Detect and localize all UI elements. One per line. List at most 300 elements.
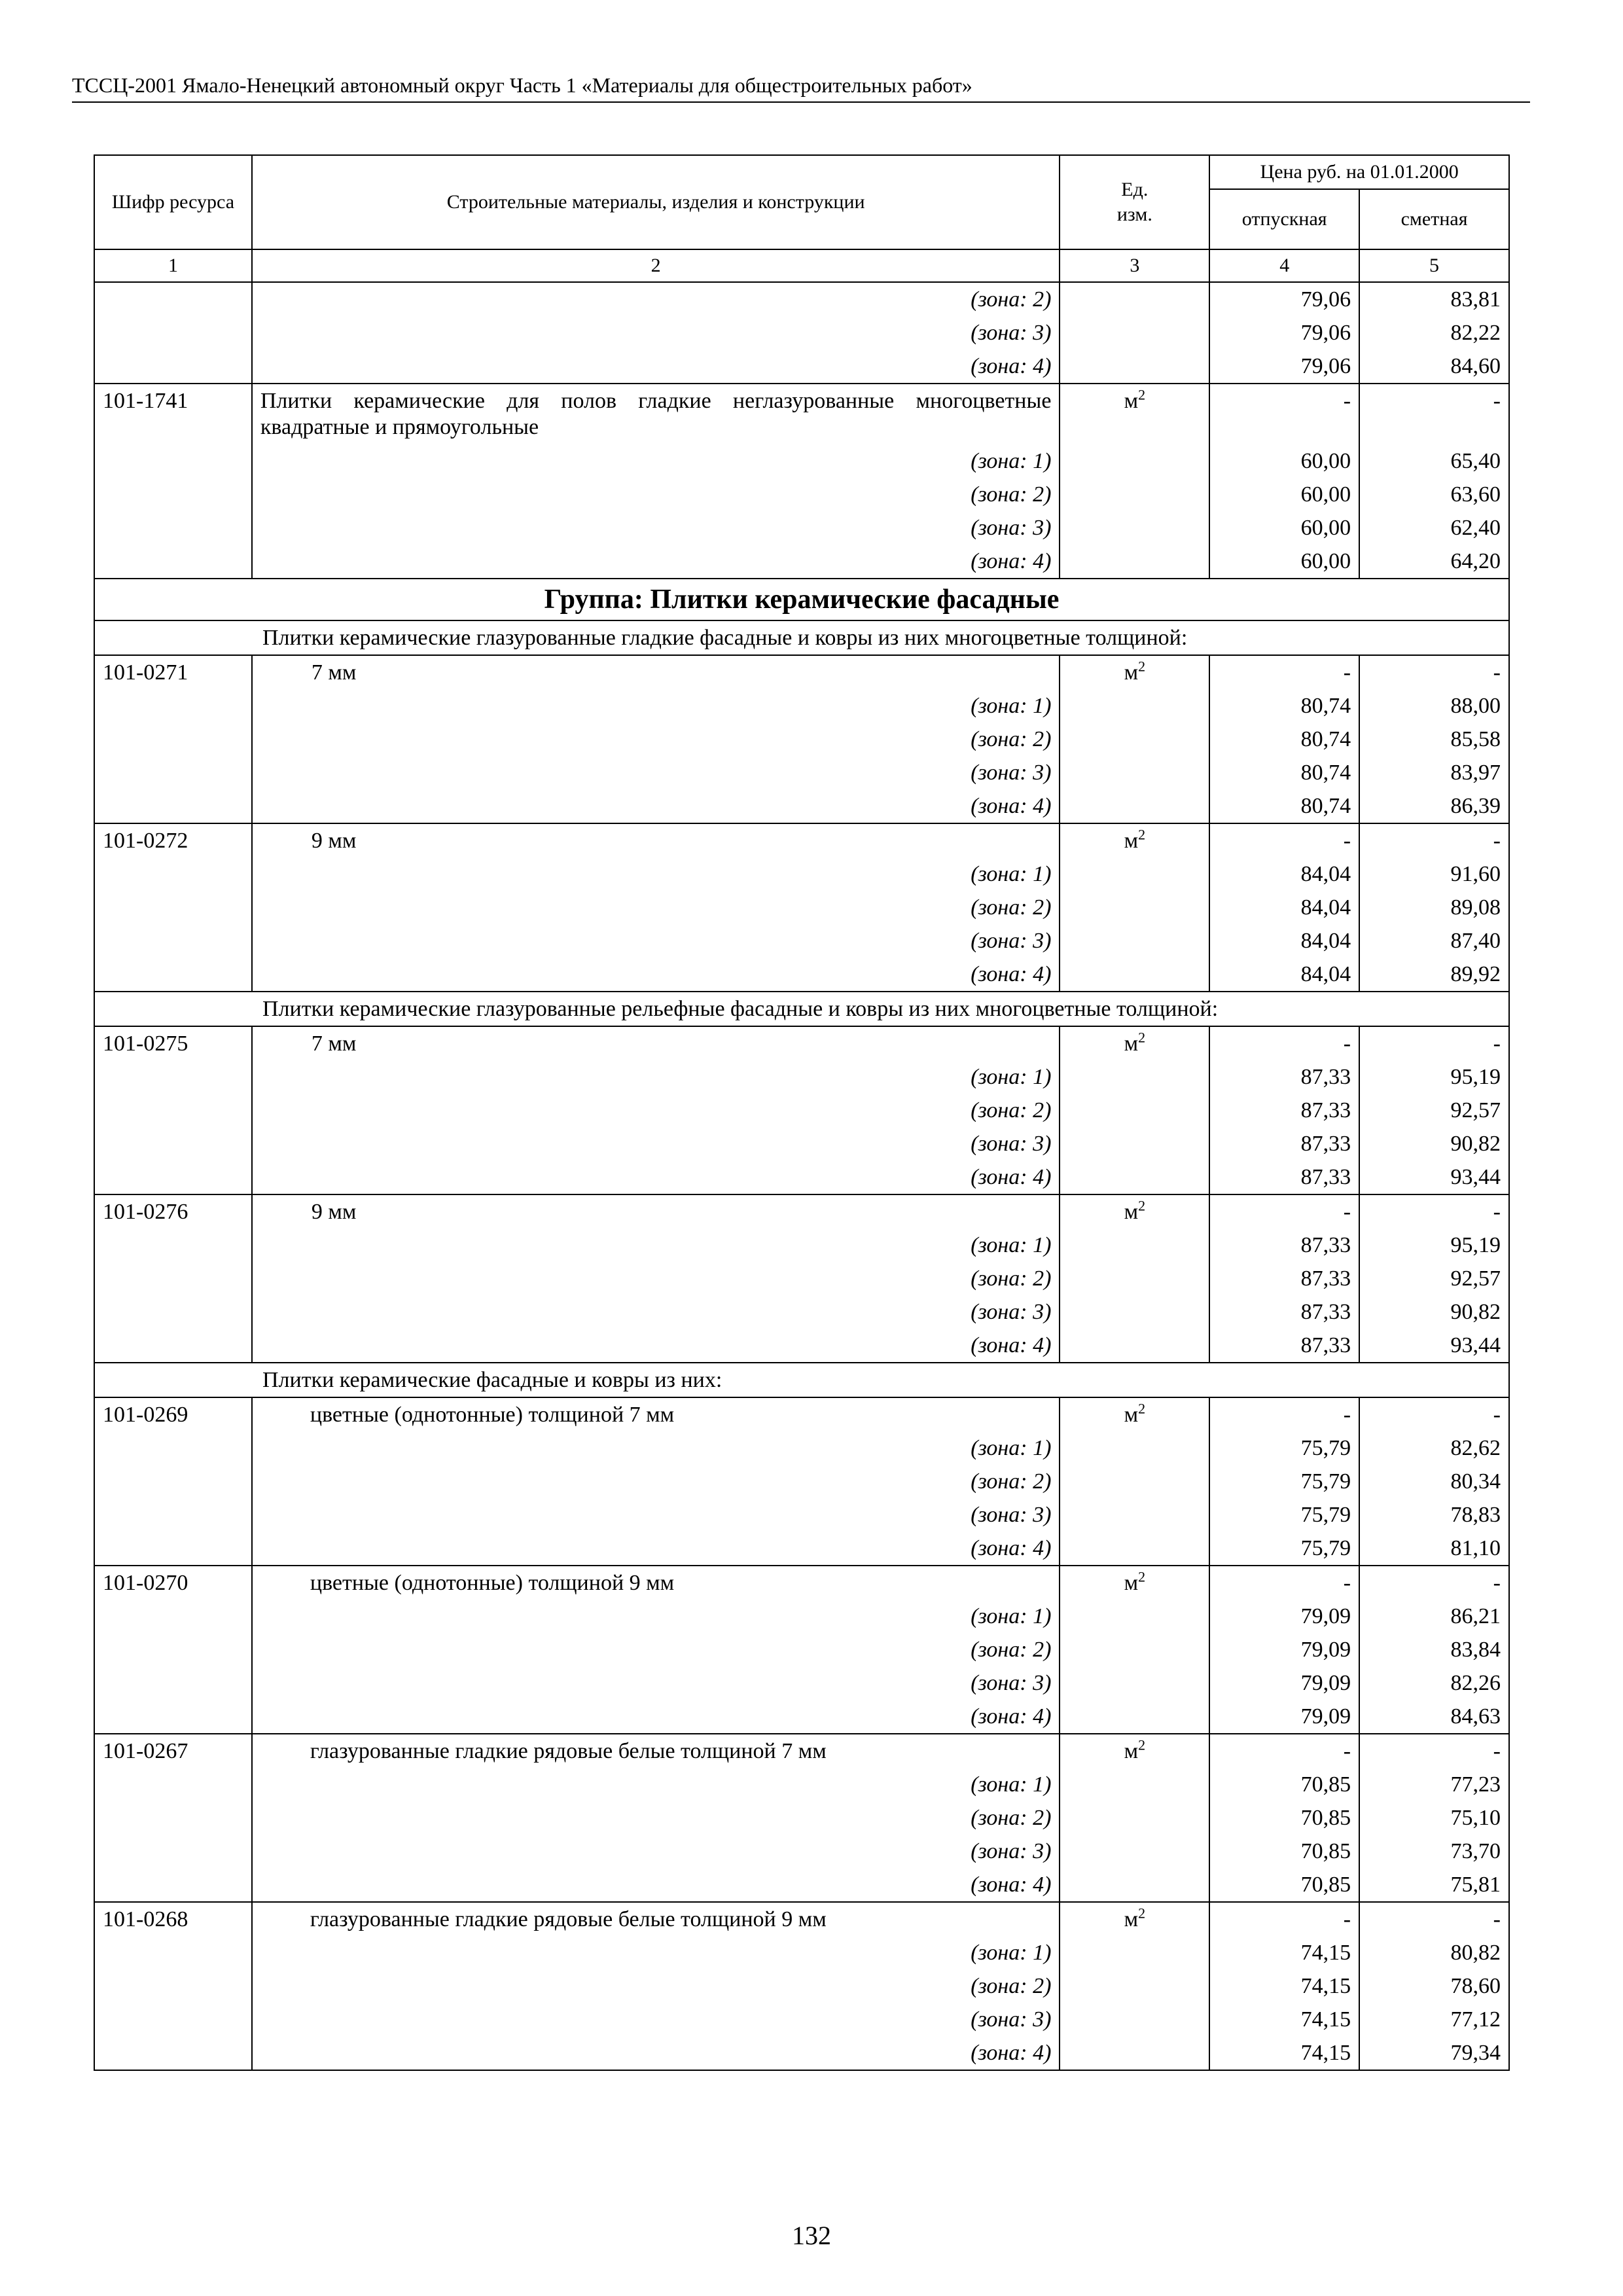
zone-row	[94, 316, 1509, 350]
code-cell-empty	[94, 2003, 252, 2036]
release-price: 84,04	[1209, 924, 1359, 958]
column-number: 3	[1060, 249, 1209, 282]
unit-cell-empty	[1060, 1700, 1209, 1734]
code-cell-empty	[94, 545, 252, 579]
estimate-price: 64,20	[1359, 545, 1509, 579]
code-cell-empty	[94, 1532, 252, 1566]
unit-cell-empty	[1060, 2036, 1209, 2070]
code-cell-empty	[94, 1229, 252, 1262]
item-row	[94, 1734, 1509, 1768]
zone-label: (зона: 4)	[252, 2036, 1060, 2070]
unit-text: м	[1124, 1403, 1139, 1427]
unit-cell	[1060, 1194, 1209, 1229]
estimate-price: 91,60	[1359, 857, 1509, 891]
resource-code: 101-0272	[94, 823, 252, 857]
col-header-release: отпускная	[1209, 189, 1359, 249]
zone-label: (зона: 3)	[252, 1295, 1060, 1329]
zone-label: (зона: 4)	[252, 350, 1060, 384]
zone-row	[94, 1700, 1509, 1734]
unit-cell-empty	[1060, 444, 1209, 478]
zone-label: (зона: 1)	[252, 1431, 1060, 1465]
unit-cell-empty	[1060, 1969, 1209, 2003]
unit-text: м	[1124, 389, 1139, 413]
zone-row	[94, 1431, 1509, 1465]
unit-cell-empty	[1060, 756, 1209, 789]
unit-cell-empty	[1060, 1094, 1209, 1127]
zone-label: (зона: 3)	[252, 2003, 1060, 2036]
release-price: 84,04	[1209, 891, 1359, 924]
release-price: -	[1209, 1734, 1359, 1768]
release-price: -	[1209, 1397, 1359, 1431]
material-name: 9 мм	[252, 1194, 1060, 1229]
zone-label: (зона: 2)	[252, 723, 1060, 756]
zone-row	[94, 1295, 1509, 1329]
zone-row	[94, 1801, 1509, 1835]
code-cell-empty	[94, 316, 252, 350]
zone-row	[94, 1229, 1509, 1262]
zone-label: (зона: 4)	[252, 789, 1060, 823]
estimate-price: -	[1359, 1194, 1509, 1229]
zone-label: (зона: 1)	[252, 857, 1060, 891]
zone-row	[94, 756, 1509, 789]
code-cell-empty	[94, 1600, 252, 1633]
table-header-row	[94, 155, 1509, 189]
zone-label: (зона: 3)	[252, 1127, 1060, 1160]
zone-label: (зона: 2)	[252, 1801, 1060, 1835]
unit-text: м	[1124, 1200, 1139, 1224]
material-name: 7 мм	[252, 1026, 1060, 1060]
zone-label: (зона: 2)	[252, 1094, 1060, 1127]
unit-cell-empty	[1060, 1532, 1209, 1566]
unit-exponent: 2	[1138, 1197, 1146, 1214]
unit-text: м	[1124, 1907, 1139, 1931]
estimate-price: 90,82	[1359, 1127, 1509, 1160]
zone-row	[94, 1160, 1509, 1194]
estimate-price: -	[1359, 823, 1509, 857]
col-header-estimate: сметная	[1359, 189, 1509, 249]
unit-cell-empty	[1060, 1229, 1209, 1262]
unit-cell-empty	[1060, 511, 1209, 545]
code-cell-empty	[94, 350, 252, 384]
code-cell-empty	[94, 958, 252, 992]
estimate-price: 84,60	[1359, 350, 1509, 384]
release-price: 79,09	[1209, 1700, 1359, 1734]
material-name: 9 мм	[252, 823, 1060, 857]
release-price: 79,06	[1209, 350, 1359, 384]
unit-text: м	[1124, 1571, 1139, 1595]
item-row	[94, 1566, 1509, 1600]
item-row	[94, 384, 1509, 444]
zone-row	[94, 511, 1509, 545]
estimate-price: 63,60	[1359, 478, 1509, 511]
release-price: 74,15	[1209, 1969, 1359, 2003]
zone-row	[94, 924, 1509, 958]
zone-row	[94, 857, 1509, 891]
column-number: 4	[1209, 249, 1359, 282]
zone-label: (зона: 1)	[252, 1768, 1060, 1801]
zone-label: (зона: 2)	[252, 1465, 1060, 1498]
unit-exponent: 2	[1138, 1736, 1146, 1753]
unit-cell-empty	[1060, 1127, 1209, 1160]
release-price: 75,79	[1209, 1532, 1359, 1566]
col-header-unit	[1060, 155, 1209, 249]
zone-row	[94, 1936, 1509, 1969]
unit-cell-empty	[1060, 958, 1209, 992]
unit-cell-empty	[1060, 2003, 1209, 2036]
col-header-name: Строительные материалы, изделия и конструкции	[252, 155, 1060, 249]
resource-code: 101-0270	[94, 1566, 252, 1600]
zone-row	[94, 444, 1509, 478]
estimate-price: 82,26	[1359, 1666, 1509, 1700]
zone-row	[94, 2003, 1509, 2036]
zone-row	[94, 350, 1509, 384]
zone-row	[94, 1633, 1509, 1666]
item-row	[94, 1902, 1509, 1936]
zone-row	[94, 545, 1509, 579]
release-price: 75,79	[1209, 1498, 1359, 1532]
release-price: 74,15	[1209, 2003, 1359, 2036]
code-cell-empty	[94, 444, 252, 478]
unit-cell-empty	[1060, 1633, 1209, 1666]
zone-label: (зона: 3)	[252, 1666, 1060, 1700]
unit-cell	[1060, 655, 1209, 689]
zone-label: (зона: 2)	[252, 1969, 1060, 2003]
release-price: 70,85	[1209, 1868, 1359, 1902]
zone-label: (зона: 1)	[252, 1600, 1060, 1633]
estimate-price: 92,57	[1359, 1094, 1509, 1127]
estimate-price: 75,81	[1359, 1868, 1509, 1902]
estimate-price: 89,08	[1359, 891, 1509, 924]
unit-cell-empty	[1060, 478, 1209, 511]
material-name: цветные (однотонные) толщиной 9 мм	[252, 1566, 1060, 1600]
zone-label: (зона: 3)	[252, 756, 1060, 789]
item-row	[94, 1194, 1509, 1229]
code-cell-empty	[94, 1295, 252, 1329]
release-price: -	[1209, 1902, 1359, 1936]
estimate-price: 73,70	[1359, 1835, 1509, 1868]
release-price: -	[1209, 823, 1359, 857]
estimate-price: 95,19	[1359, 1229, 1509, 1262]
zone-row	[94, 1835, 1509, 1868]
estimate-price: 95,19	[1359, 1060, 1509, 1094]
section-row	[94, 992, 1509, 1026]
item-row	[94, 1397, 1509, 1431]
resource-code: 101-0269	[94, 1397, 252, 1431]
code-cell-empty	[94, 789, 252, 823]
unit-text: м	[1124, 1739, 1139, 1763]
release-price: 87,33	[1209, 1127, 1359, 1160]
release-price: 60,00	[1209, 511, 1359, 545]
zone-label: (зона: 2)	[252, 1262, 1060, 1295]
unit-cell-empty	[1060, 1329, 1209, 1363]
unit-cell-empty	[1060, 1160, 1209, 1194]
code-cell-empty	[94, 1262, 252, 1295]
release-price: 80,74	[1209, 789, 1359, 823]
code-cell-empty	[94, 891, 252, 924]
zone-label: (зона: 2)	[252, 478, 1060, 511]
release-price: 84,04	[1209, 857, 1359, 891]
zone-row	[94, 1329, 1509, 1363]
release-price: 79,06	[1209, 316, 1359, 350]
zone-row	[94, 1666, 1509, 1700]
unit-cell-empty	[1060, 545, 1209, 579]
estimate-price: 65,40	[1359, 444, 1509, 478]
resource-code: 101-0268	[94, 1902, 252, 1936]
resource-code: 101-0271	[94, 655, 252, 689]
zone-label: (зона: 2)	[252, 1633, 1060, 1666]
zone-label: (зона: 3)	[252, 924, 1060, 958]
release-price: 75,79	[1209, 1465, 1359, 1498]
zone-row	[94, 282, 1509, 316]
release-price: 87,33	[1209, 1295, 1359, 1329]
estimate-price: 89,92	[1359, 958, 1509, 992]
zone-label: (зона: 1)	[252, 1060, 1060, 1094]
item-row	[94, 655, 1509, 689]
unit-text: м	[1124, 1031, 1139, 1056]
zone-label: (зона: 3)	[252, 316, 1060, 350]
release-price: 87,33	[1209, 1262, 1359, 1295]
estimate-price: 85,58	[1359, 723, 1509, 756]
code-cell-empty	[94, 1094, 252, 1127]
section-row	[94, 1363, 1509, 1397]
code-cell-empty	[94, 1060, 252, 1094]
item-row	[94, 823, 1509, 857]
unit-cell-empty	[1060, 1936, 1209, 1969]
release-price: 79,09	[1209, 1666, 1359, 1700]
unit-cell-empty	[1060, 1801, 1209, 1835]
code-cell-empty	[94, 1801, 252, 1835]
unit-cell-empty	[1060, 1060, 1209, 1094]
unit-cell-empty	[1060, 1835, 1209, 1868]
code-cell-empty	[94, 511, 252, 545]
resource-code: 101-0267	[94, 1734, 252, 1768]
estimate-price: 90,82	[1359, 1295, 1509, 1329]
estimate-price: 79,34	[1359, 2036, 1509, 2070]
code-cell-empty	[94, 857, 252, 891]
release-price: 60,00	[1209, 478, 1359, 511]
item-row	[94, 1026, 1509, 1060]
unit-cell-empty	[1060, 789, 1209, 823]
page-header: ТССЦ-2001 Ямало-Ненецкий автономный округ Часть 1 «Материалы для общестроительных работ»	[72, 73, 1530, 103]
section-row	[94, 620, 1509, 655]
zone-row	[94, 1532, 1509, 1566]
release-price: 87,33	[1209, 1229, 1359, 1262]
estimate-price: 88,00	[1359, 689, 1509, 723]
unit-cell	[1060, 1397, 1209, 1431]
release-price: -	[1209, 1026, 1359, 1060]
column-number: 2	[252, 249, 1060, 282]
release-price: 87,33	[1209, 1094, 1359, 1127]
zone-label: (зона: 1)	[252, 1936, 1060, 1969]
zone-row	[94, 789, 1509, 823]
estimate-price: 87,40	[1359, 924, 1509, 958]
column-number-row	[94, 249, 1509, 282]
unit-text: м	[1124, 829, 1139, 853]
zone-label: (зона: 4)	[252, 1700, 1060, 1734]
unit-cell-empty	[1060, 1868, 1209, 1902]
unit-cell-empty	[1060, 1262, 1209, 1295]
unit-cell-empty	[1060, 1768, 1209, 1801]
estimate-price: 77,23	[1359, 1768, 1509, 1801]
estimate-price: 92,57	[1359, 1262, 1509, 1295]
page-number: 132	[792, 2221, 831, 2250]
unit-cell	[1060, 384, 1209, 444]
zone-row	[94, 891, 1509, 924]
material-name: цветные (однотонные) толщиной 7 мм	[252, 1397, 1060, 1431]
unit-cell	[1060, 1566, 1209, 1600]
unit-cell-empty	[1060, 1295, 1209, 1329]
code-cell-empty	[94, 1835, 252, 1868]
group-title: Группа: Плитки керамические фасадные	[94, 579, 1509, 620]
code-cell-empty	[94, 1633, 252, 1666]
release-price: 87,33	[1209, 1160, 1359, 1194]
zone-row	[94, 723, 1509, 756]
unit-exponent: 2	[1138, 386, 1146, 403]
estimate-price: -	[1359, 1026, 1509, 1060]
code-cell-empty	[94, 1127, 252, 1160]
code-cell-empty	[94, 1666, 252, 1700]
column-number: 5	[1359, 249, 1509, 282]
unit-cell	[1060, 1026, 1209, 1060]
zone-row	[94, 478, 1509, 511]
release-price: -	[1209, 384, 1359, 444]
unit-cell-empty	[1060, 723, 1209, 756]
release-price: 70,85	[1209, 1835, 1359, 1868]
release-price: 74,15	[1209, 1936, 1359, 1969]
code-cell-empty	[94, 478, 252, 511]
estimate-price: 77,12	[1359, 2003, 1509, 2036]
zone-row	[94, 689, 1509, 723]
zone-label: (зона: 3)	[252, 511, 1060, 545]
unit-cell	[1060, 1734, 1209, 1768]
unit-text: м	[1124, 660, 1139, 685]
zone-label: (зона: 1)	[252, 444, 1060, 478]
code-cell-empty	[94, 1768, 252, 1801]
zone-label: (зона: 3)	[252, 1835, 1060, 1868]
estimate-price: -	[1359, 1566, 1509, 1600]
estimate-price: 78,60	[1359, 1969, 1509, 2003]
release-price: 79,09	[1209, 1600, 1359, 1633]
release-price: 74,15	[1209, 2036, 1359, 2070]
release-price: -	[1209, 655, 1359, 689]
unit-cell-empty	[1060, 282, 1209, 316]
code-cell-empty	[94, 756, 252, 789]
unit-cell-empty	[1060, 316, 1209, 350]
section-title: Плитки керамические глазурованные гладкие фасадные и ковры из них многоцветные толщиной:	[94, 620, 1509, 655]
release-price: 79,06	[1209, 282, 1359, 316]
release-price: -	[1209, 1566, 1359, 1600]
estimate-price: 78,83	[1359, 1498, 1509, 1532]
code-cell-empty	[94, 1969, 252, 2003]
estimate-price: 82,62	[1359, 1431, 1509, 1465]
estimate-price: -	[1359, 384, 1509, 444]
release-price: 80,74	[1209, 723, 1359, 756]
code-cell-empty	[94, 924, 252, 958]
estimate-price: 86,21	[1359, 1600, 1509, 1633]
resource-code: 101-0276	[94, 1194, 252, 1229]
estimate-price: 62,40	[1359, 511, 1509, 545]
release-price: 84,04	[1209, 958, 1359, 992]
release-price: 60,00	[1209, 545, 1359, 579]
col-header-unit-text: Ед. изм.	[1116, 179, 1152, 225]
zone-row	[94, 1465, 1509, 1498]
estimate-price: 80,82	[1359, 1936, 1509, 1969]
zone-row	[94, 1262, 1509, 1295]
unit-cell	[1060, 823, 1209, 857]
unit-cell	[1060, 1902, 1209, 1936]
unit-cell-empty	[1060, 1498, 1209, 1532]
estimate-price: 83,84	[1359, 1633, 1509, 1666]
release-price: 80,74	[1209, 756, 1359, 789]
zone-label: (зона: 1)	[252, 689, 1060, 723]
material-name: Плитки керамические для полов гладкие неглазурованные многоцветные квадратные и прямоугольные	[252, 384, 1060, 444]
zone-label: (зона: 2)	[252, 282, 1060, 316]
resource-code: 101-1741	[94, 384, 252, 444]
release-price: 75,79	[1209, 1431, 1359, 1465]
zone-label: (зона: 2)	[252, 891, 1060, 924]
unit-cell-empty	[1060, 1666, 1209, 1700]
unit-cell-empty	[1060, 891, 1209, 924]
zone-row	[94, 1600, 1509, 1633]
section-title: Плитки керамические фасадные и ковры из них:	[94, 1363, 1509, 1397]
estimate-price: 83,97	[1359, 756, 1509, 789]
code-cell-empty	[94, 2036, 252, 2070]
code-cell-empty	[94, 689, 252, 723]
material-name: глазурованные гладкие рядовые белые толщиной 7 мм	[252, 1734, 1060, 1768]
zone-row	[94, 1768, 1509, 1801]
release-price: 87,33	[1209, 1329, 1359, 1363]
unit-cell-empty	[1060, 1465, 1209, 1498]
zone-row	[94, 1868, 1509, 1902]
unit-cell-empty	[1060, 857, 1209, 891]
estimate-price: 86,39	[1359, 789, 1509, 823]
zone-row	[94, 1969, 1509, 2003]
code-cell-empty	[94, 1700, 252, 1734]
release-price: 79,09	[1209, 1633, 1359, 1666]
column-number: 1	[94, 249, 252, 282]
release-price: 80,74	[1209, 689, 1359, 723]
unit-exponent: 2	[1138, 1905, 1146, 1922]
code-cell-empty	[94, 282, 252, 316]
estimate-price: 81,10	[1359, 1532, 1509, 1566]
zone-row	[94, 1127, 1509, 1160]
release-price: 70,85	[1209, 1801, 1359, 1835]
zone-label: (зона: 4)	[252, 1532, 1060, 1566]
zone-row	[94, 1498, 1509, 1532]
group-row	[94, 579, 1509, 620]
unit-cell-empty	[1060, 689, 1209, 723]
zone-row	[94, 2036, 1509, 2070]
zone-label: (зона: 1)	[252, 1229, 1060, 1262]
zone-label: (зона: 4)	[252, 1329, 1060, 1363]
zone-label: (зона: 4)	[252, 958, 1060, 992]
col-header-code: Шифр ресурса	[94, 155, 252, 249]
zone-label: (зона: 3)	[252, 1498, 1060, 1532]
code-cell-empty	[94, 1868, 252, 1902]
zone-row	[94, 958, 1509, 992]
estimate-price: 75,10	[1359, 1801, 1509, 1835]
unit-exponent: 2	[1138, 1568, 1146, 1585]
unit-cell-empty	[1060, 350, 1209, 384]
estimate-price: 82,22	[1359, 316, 1509, 350]
material-name: глазурованные гладкие рядовые белые толщиной 9 мм	[252, 1902, 1060, 1936]
code-cell-empty	[94, 1431, 252, 1465]
estimate-price: 93,44	[1359, 1329, 1509, 1363]
code-cell-empty	[94, 1329, 252, 1363]
unit-cell-empty	[1060, 924, 1209, 958]
code-cell-empty	[94, 1498, 252, 1532]
code-cell-empty	[94, 723, 252, 756]
